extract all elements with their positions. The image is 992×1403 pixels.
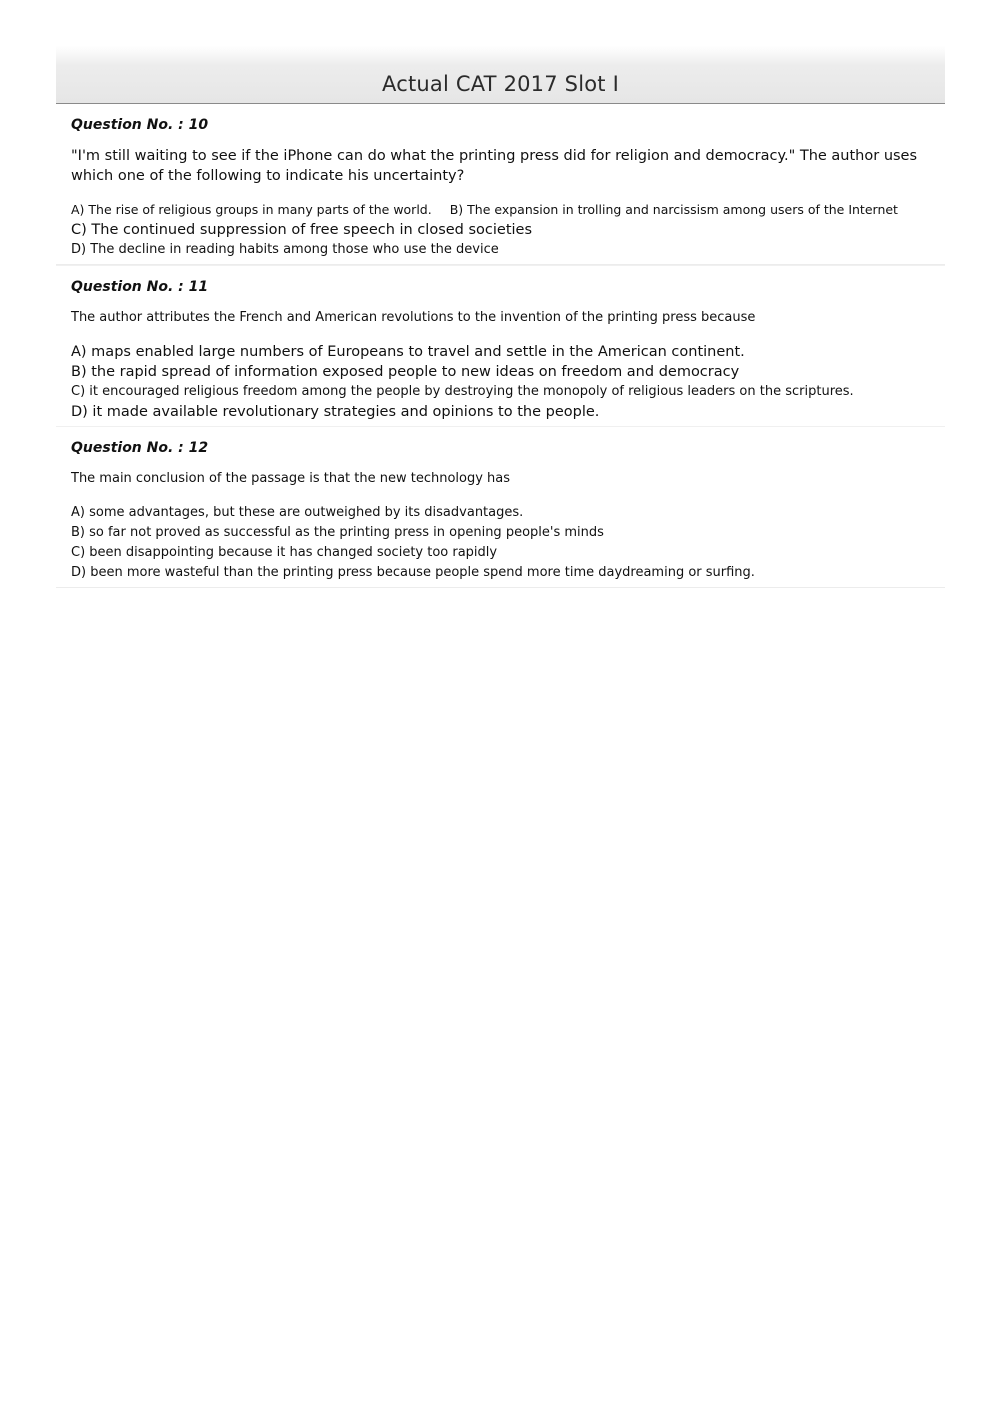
options-list — [71, 200, 930, 260]
question-block-11 — [56, 265, 945, 426]
option-a[interactable]: A) some advantages, but these are outweighed by its disadvantages. — [71, 505, 524, 520]
page-header — [56, 46, 945, 104]
option-d[interactable]: D) The decline in reading habits among those who use the device — [71, 242, 499, 257]
option-b[interactable]: B) so far not proved as successful as the printing press in opening people's minds — [71, 525, 604, 540]
option-a[interactable]: A) maps enabled large numbers of Europeans to travel and settle in the American continent. — [71, 344, 745, 360]
page-title: Actual CAT 2017 Slot I — [382, 72, 619, 96]
question-list — [56, 104, 945, 588]
question-number: Question No. : 10 — [71, 117, 209, 133]
question-block-12 — [56, 426, 945, 588]
option-c[interactable]: C) it encouraged religious freedom among the people by destroying the monopoly of religious leaders on the scriptures. — [71, 384, 854, 399]
option-c[interactable]: C) The continued suppression of free speech in closed societies — [71, 222, 533, 238]
option-b[interactable]: B) The expansion in trolling and narcissism among users of the Internet — [449, 202, 898, 217]
option-b[interactable]: B) the rapid spread of information exposed people to new ideas on freedom and democracy — [71, 364, 740, 380]
options-list — [71, 503, 930, 583]
question-text: The author attributes the French and American revolutions to the invention of the printing press because — [71, 310, 756, 325]
question-number: Question No. : 11 — [71, 279, 209, 295]
question-number: Question No. : 12 — [71, 440, 209, 456]
option-row — [71, 200, 930, 220]
option-a[interactable]: A) The rise of religious groups in many parts of the world. — [71, 202, 432, 217]
option-d[interactable]: D) been more wasteful than the printing press because people spend more time daydreaming or surfing. — [71, 565, 755, 580]
question-text: The main conclusion of the passage is that the new technology has — [71, 471, 511, 486]
options-list — [71, 342, 930, 422]
option-c[interactable]: C) been disappointing because it has changed society too rapidly — [71, 545, 498, 560]
question-block-10 — [56, 104, 945, 265]
option-d[interactable]: D) it made available revolutionary strategies and opinions to the people. — [71, 404, 600, 420]
question-text: "I'm still waiting to see if the iPhone can do what the printing press did for religion and democracy." The author uses which one of the following to indicate his uncertainty? — [71, 148, 918, 184]
